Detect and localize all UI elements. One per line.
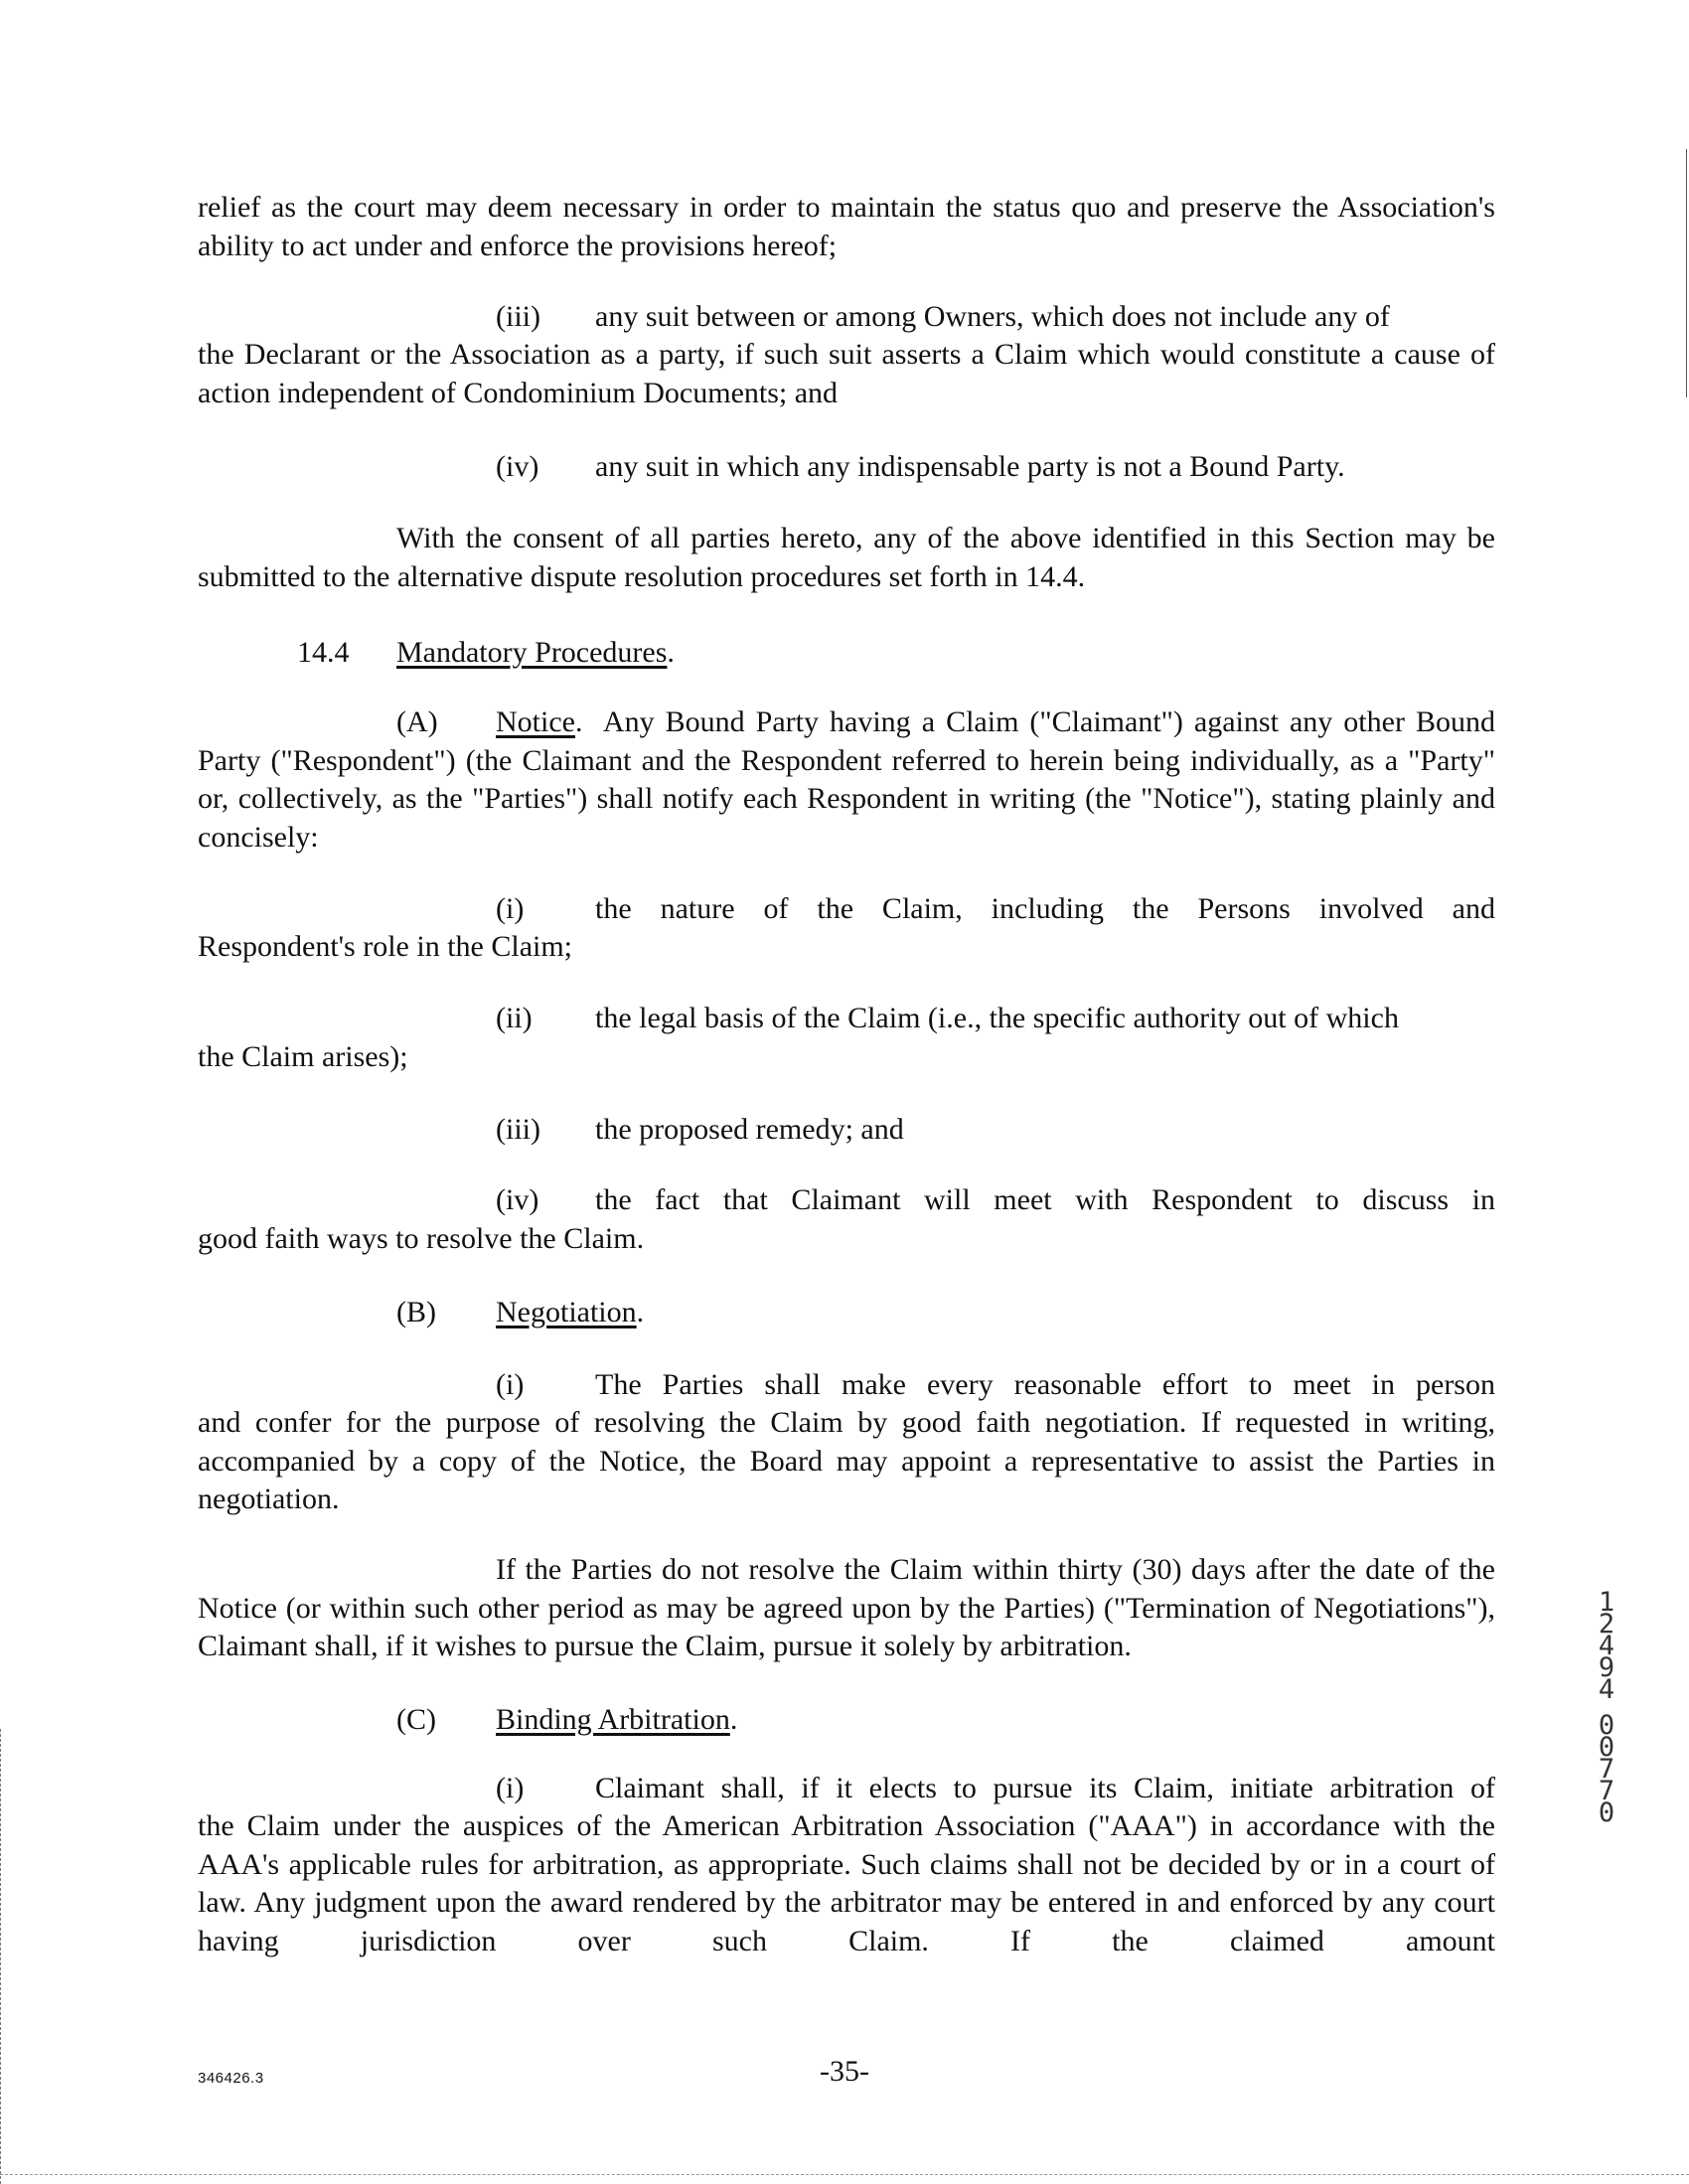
item-a-iii-number: (iii)	[496, 1113, 540, 1146]
stamp-digit: 7	[1598, 1776, 1615, 1806]
item-a-ii-first-text: the legal basis of the Claim (i.e., the specific authority out of which	[595, 1002, 1399, 1034]
section-title-period: .	[667, 636, 675, 669]
stamp-digit: 0	[1598, 1732, 1615, 1763]
item-a-i-rest: Respondent's role in the Claim;	[198, 930, 573, 963]
item-a-iv-number: (iv)	[496, 1183, 539, 1216]
subsection-b-number: (B)	[396, 1296, 436, 1328]
item-a-ii-rest: the Claim arises);	[198, 1040, 408, 1073]
document-id: 346426.3	[198, 2070, 264, 2087]
item-b-i-rest: and confer for the purpose of resolving the Claim by good faith negotiation. If requested in writing, accompanied by a copy of the Notice, the Board may appoint a representative to assist the Parties in negotiation.	[198, 1406, 1495, 1515]
item-c-i-rest: the Claim under the auspices of the American Arbitration Association ("AAA") in accordance with the AAA's applicable rules for arbitration, as appropriate. Such claims shall not be decided by or in a court of law. Any judgment upon the award rendered by the arbitrator may be entered in and enforced by any court having jurisdiction over such Claim. If the claimed amount	[198, 1809, 1495, 1957]
subsection-b-title-period: .	[636, 1296, 645, 1328]
subsection-a-text: Any Bound Party having a Claim ("Claimant") against any other Bound Party ("Respondent") (the Claimant and the Respondent referred to herein being individually, as a "Party" or, collectively, as the "Parties") shall notify each Respondent in writing (the "Notice"), stating plainly and concisely:	[198, 705, 1495, 854]
item-b-i-first-line	[496, 1366, 1495, 1404]
section-number: 14.4	[297, 636, 350, 669]
item-b-i-number: (i)	[496, 1368, 525, 1401]
item-iii-first-line	[496, 298, 1390, 336]
item-a-iii-text: the proposed remedy; and	[595, 1113, 904, 1146]
scan-edge-line	[1686, 149, 1687, 397]
stamp-digit: 0	[1598, 1797, 1615, 1828]
stamp-digit: 1	[1598, 1587, 1615, 1618]
subsection-a-title: Notice	[496, 705, 575, 738]
subsection-c-heading	[396, 1701, 737, 1739]
item-iii-rest: the Declarant or the Association as a party, if such suit asserts a Claim which would constitute a cause of action independent of Condominium Documents; and	[198, 338, 1495, 409]
margin-stamp	[1592, 1587, 1621, 1828]
stamp-digit: 4	[1598, 1674, 1615, 1705]
item-a-iv-first-text: the fact that Claimant will meet with Respondent to discuss in	[595, 1183, 1495, 1216]
item-iii-number: (iii)	[496, 300, 540, 333]
subsection-a-title-period: .	[574, 705, 583, 738]
subsection-c-number: (C)	[396, 1703, 436, 1736]
item-c-i-number: (i)	[496, 1772, 525, 1804]
item-a-ii-first-line	[496, 1000, 1399, 1037]
page-number: -35-	[820, 2055, 869, 2088]
stamp-digit: 9	[1598, 1652, 1615, 1683]
scan-edge-line	[0, 2174, 1689, 2176]
item-a-iv-rest: good faith ways to resolve the Claim.	[198, 1222, 645, 1255]
subsection-c-title: Binding Arbitration	[496, 1703, 730, 1736]
stamp-digit: 4	[1598, 1631, 1615, 1661]
stamp-digit: 7	[1598, 1754, 1615, 1785]
termination-paragraph: If the Parties do not resolve the Claim within thirty (30) days after the date of the Notice (or within such other period as may be agreed upon by the Parties) ("Termination of Negotiations"), Claimant shall, if it wishes to pursue the Claim, pursue it solely by arbitration.	[198, 1553, 1495, 1662]
item-c-i-first-text: Claimant shall, if it elects to pursue its Claim, initiate arbitration of	[595, 1772, 1495, 1804]
item-a-i-number: (i)	[496, 892, 525, 925]
subsection-b-heading	[396, 1294, 644, 1331]
item-iv-text: any suit in which any indispensable party is not a Bound Party.	[595, 450, 1345, 483]
item-a-iii-line	[496, 1111, 904, 1149]
item-a-iv-first-line	[496, 1181, 1495, 1219]
item-iv-line	[496, 448, 1345, 486]
paragraph-continuation: relief as the court may deem necessary in order to maintain the status quo and preserve the Association's ability to act under and enforce the provisions hereof;	[198, 191, 1495, 262]
item-c-i-first-line	[496, 1770, 1495, 1807]
stamp-digit: 0	[1598, 1710, 1615, 1741]
subsection-a-paragraph	[198, 703, 1495, 857]
consent-paragraph: With the consent of all parties hereto, any of the above identified in this Section may be submitted to the alternative dispute resolution procedures set forth in 14.4.	[198, 522, 1495, 593]
subsection-a-number: (A)	[396, 705, 438, 738]
section-heading	[297, 634, 675, 672]
item-a-ii-number: (ii)	[496, 1002, 533, 1034]
item-a-i-first-line	[496, 890, 1495, 928]
item-iv-number: (iv)	[496, 450, 539, 483]
subsection-b-title: Negotiation	[496, 1296, 637, 1328]
section-title: Mandatory Procedures	[396, 636, 668, 669]
stamp-digit: 2	[1598, 1609, 1615, 1639]
item-b-i-first-text: The Parties shall make every reasonable effort to meet in person	[595, 1368, 1495, 1401]
item-iii-first-text: any suit between or among Owners, which does not include any of	[595, 300, 1390, 333]
subsection-c-title-period: .	[729, 1703, 738, 1736]
item-a-i-first-text: the nature of the Claim, including the Persons involved and	[595, 892, 1495, 925]
scan-edge-line	[0, 1729, 2, 2184]
